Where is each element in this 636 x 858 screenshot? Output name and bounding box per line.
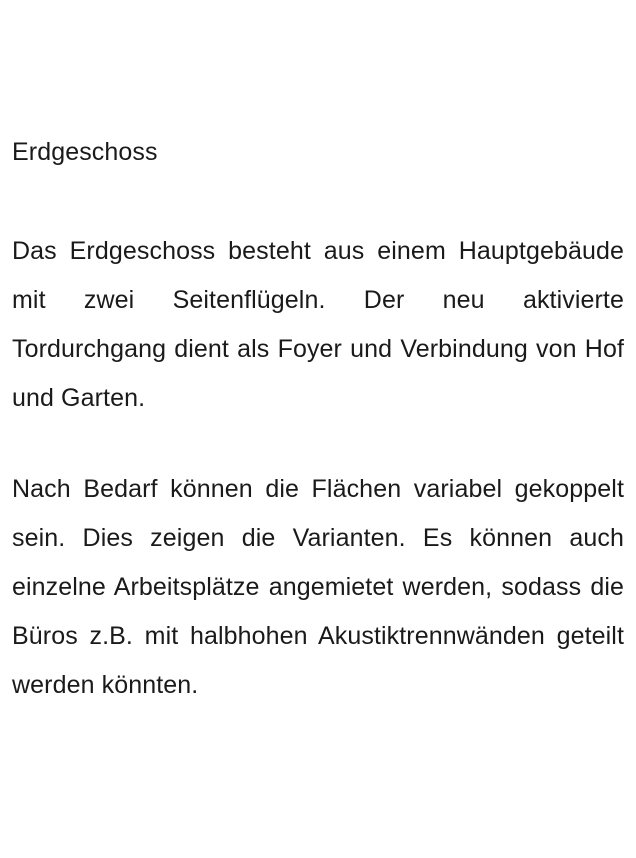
spacer (12, 165, 624, 227)
paragraph-1: Das Erdgeschoss besteht aus einem Hauptgebäude mit zwei Seitenflügeln. Der neu aktivierte Tordurchgang dient als Foyer und Verbindung von Hof und Garten. (12, 237, 624, 412)
page-title: Erdgeschoss (12, 138, 158, 166)
spacer (12, 423, 624, 465)
document-body (12, 140, 624, 710)
paragraph-2: Nach Bedarf können die Flächen variabel gekoppelt sein. Dies zeigen die Varianten. Es können auch einzelne Arbeitsplätze angemietet werden, sodass die Büros z.B. mit halbhohen Akustiktrennwänden geteilt werden könnten. (12, 475, 624, 699)
